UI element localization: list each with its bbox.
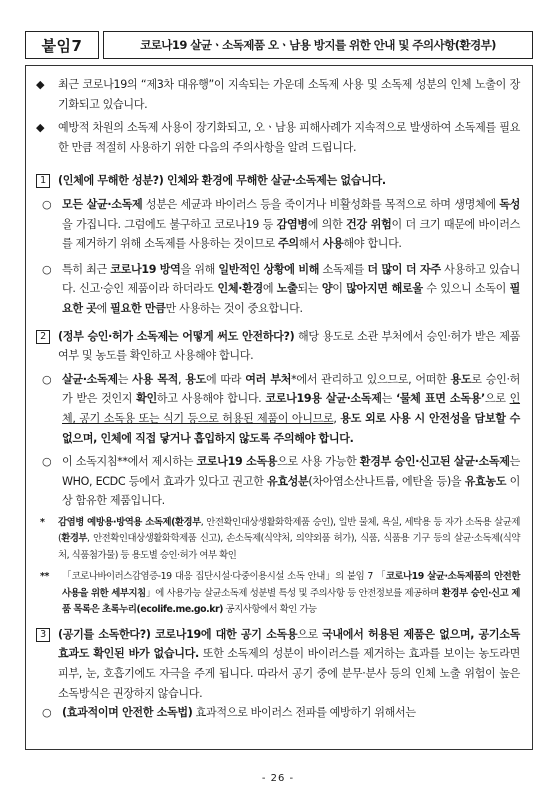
section-1-heading xyxy=(36,171,520,191)
section-3-heading xyxy=(36,625,520,703)
circle-bullet-icon: ○ xyxy=(42,706,52,720)
text-span: (공기를 소독한다?) xyxy=(58,627,151,641)
text-span: 또한 소독제의 성분이 바이러스를 제거하는 효과를 보이는 농도라면 피부, 눈, 호흡기에도 자극을 주게 됩니다. 따라서 공기 중에 분무·분사 등의 인체 노출 위험이 높은 소독방식은 권장하지 않습니다. xyxy=(58,647,520,700)
text-span: 는 WHO, ECDC 등에서 효과가 있다고 권고한 xyxy=(62,455,520,488)
text-span: 많아지면 해로울 xyxy=(346,282,423,296)
text-span: 이 xyxy=(332,282,347,296)
diamond-bullet-icon: ◆ xyxy=(36,78,45,91)
text-span: 더 많이 더 자주 xyxy=(367,262,441,276)
text-span: 수 있으니 소독이 xyxy=(422,282,510,296)
text-span: 코로나19 소독용 xyxy=(196,455,278,469)
document-body xyxy=(36,75,520,723)
section-1-item-2-text xyxy=(62,260,520,319)
text-span: 모든 살균·소독제 xyxy=(62,197,143,211)
text-span: 사용 xyxy=(322,237,344,251)
text-span: 환경부 승인·신고된 살균·소독제 xyxy=(359,455,510,469)
footnote-1 xyxy=(36,515,520,565)
section-3-item-1-text xyxy=(62,703,520,723)
text-span: , xyxy=(333,411,341,425)
section-2-item-1 xyxy=(36,370,520,448)
text-span: (효과적이며 안전한 소독법) xyxy=(62,706,193,720)
text-span: 유효성분 xyxy=(266,474,309,488)
text-span: 되는 xyxy=(297,282,322,296)
text-span: 용도 xyxy=(450,372,472,386)
text-span: 노출 xyxy=(276,282,298,296)
text-span: 에 xyxy=(262,282,277,296)
section-2-answer: 해당 용도로 소관 부처에서 승인·허가 받은 제품 여부 및 농도를 확인하고 사용해야 합니다. xyxy=(58,329,520,363)
section-number-box: 2 xyxy=(36,330,50,344)
section-2-title xyxy=(58,327,520,366)
text-span: 국내에서 허용된 제품은 없으며, 공기소독 효과도 확인된 바가 없습니다. xyxy=(58,627,520,661)
text-span: 으로 xyxy=(484,392,510,406)
text-span: 환경부 xyxy=(61,533,88,545)
intro-text-1: 최근 코로나19의 “제3차 대유행”이 지속되는 가운데 소독제 사용 및 소독제 성분의 인체 노출이 장기화되고 있습니다. xyxy=(58,78,520,111)
text-span: 건강 위험 xyxy=(346,217,392,231)
text-span: 사용 목적 xyxy=(132,372,179,386)
text-span: 소독제를 xyxy=(319,262,368,276)
section-2-question: (정부 승인·허가 소독제는 어떻게 써도 안전하다?) xyxy=(58,329,295,343)
text-span: 해야 합니다. xyxy=(343,237,402,251)
text-span: 으로 사용 가능한 xyxy=(277,455,360,469)
text-span: , 안전확인대상생활화학제품 승인), 일반 물체, 욕실, 세탁용 등 자가 소독용 살균제( xyxy=(58,516,520,545)
page-number: - 26 - xyxy=(261,773,295,784)
text-span: 이상 함유한 제품입니다. xyxy=(62,474,520,508)
section-2-item-2 xyxy=(36,452,520,511)
text-span: (차아염소산나트륨, 에탄올 등)을 xyxy=(308,474,465,488)
section-1-question: (인체에 무해한 성분?) xyxy=(58,174,164,188)
text-span: 필요한 만큼 xyxy=(110,301,166,315)
text-span: 필요한 곳 xyxy=(62,282,521,315)
text-span: 는 xyxy=(117,372,133,386)
text-span: 이 소독지침**에서 제시하는 xyxy=(62,455,197,469)
text-span: 에 의한 xyxy=(307,217,347,231)
footnote-2-text xyxy=(62,569,520,619)
section-1-answer: 인체와 환경에 무해한 살균·소독제는 없습니다. xyxy=(163,174,386,188)
text-span: 인체·환경 xyxy=(217,282,263,296)
section-3-item-1 xyxy=(36,703,520,723)
text-span: 로 승인·허가 받은 것인지 xyxy=(62,372,520,406)
text-span: 인체, 공기 소독용 또는 식기 등으로 허용된 제품이 아니므로 xyxy=(62,392,521,425)
text-span: 」에 사용가능 살균소독제 성분별 특성 및 주의사항 등 안전정보를 제공하며 xyxy=(145,587,442,599)
section-1-item-1-text xyxy=(62,195,520,254)
text-span: 코로나19용 살균·소독제 xyxy=(265,392,382,406)
text-span: 을 가집니다. 그럼에도 불구하고 코로나19 등 xyxy=(62,217,277,231)
attachment-label: 붙임7 xyxy=(25,31,99,59)
text-span: , xyxy=(178,372,186,386)
text-span: 을 위해 xyxy=(180,262,219,276)
text-span: ‘물체 표면 소독용’ xyxy=(395,392,485,406)
text-span: 용도 외로 사용 시 안전성을 담보할 수 없으며, 인체에 직접 닿거나 흡입하지 않도록 주의해야 합니다. xyxy=(62,411,520,445)
text-span: 특히 최근 xyxy=(62,262,111,276)
circle-bullet-icon: ○ xyxy=(42,455,52,469)
section-2-heading xyxy=(36,327,520,366)
text-span: 는 xyxy=(381,392,396,406)
section-2-item-1-text xyxy=(62,370,520,448)
text-span: 주의 xyxy=(278,237,299,251)
text-span: 코로나19에 대한 xyxy=(150,627,241,641)
intro-text-2: 예방적 차원의 소독제 사용이 장기화되고, 오ㆍ남용 피해사례가 지속적으로 발생하여 소독제를 필요한 만큼 적절히 사용하기 위한 다음의 주의사항을 알려 드립니다. xyxy=(58,121,520,154)
text-span: 독성 xyxy=(499,197,520,211)
text-span: 용도 xyxy=(185,372,206,386)
text-span: 여러 부처 xyxy=(245,372,292,386)
text-span: 성분은 세균과 바이러스 등을 죽이거나 비활성화를 목적으로 하며 생명체에 xyxy=(142,197,500,211)
circle-bullet-icon: ○ xyxy=(42,197,52,211)
text-span: *에서 관리하고 있으므로, 어떠한 xyxy=(291,372,451,386)
text-span: 하고 사용해야 합니다. xyxy=(156,392,266,406)
text-span: 코로나19 방역 xyxy=(110,262,181,276)
section-1-item-2 xyxy=(36,260,520,319)
text-span: 살균·소독제 xyxy=(62,372,118,386)
text-span: 확인 xyxy=(136,392,157,406)
text-span: 이 더 크기 때문에 바이러스를 제거하기 위해 소독제를 사용하는 것이므로 xyxy=(62,217,521,251)
text-span: 양 xyxy=(321,282,333,296)
text-span: 에 따라 xyxy=(206,372,246,386)
footnote-marker: * xyxy=(40,516,45,528)
intro-paragraph-1 xyxy=(36,75,520,114)
text-span: 코로나19 살균·소독제품의 안전한 사용을 위한 세부지침 xyxy=(62,571,520,599)
footnote-2 xyxy=(36,569,520,619)
circle-bullet-icon: ○ xyxy=(42,262,52,276)
text-span: 「코로나바이러스감염증-19 대응 집단시설·다중이용시설 소독 안내」의 붙임 7 「 xyxy=(62,571,386,583)
section-1-item-1 xyxy=(36,195,520,254)
text-span: 일반적인 상황에 비해 xyxy=(218,262,320,276)
section-1-title xyxy=(58,171,520,191)
text-span: , 안전확인대상생활화학제품 신고), 손소독제(식약처, 의약외품 허가), 식품, 식품용 기구 등의 살균·소독제(식약처, 식품첨가물) 등 용도별 승인·허가 여부 확인 xyxy=(58,533,520,561)
section-2-item-2-text xyxy=(62,452,520,511)
footnote-1-text xyxy=(58,515,520,565)
text-span: 유효농도 xyxy=(464,474,507,488)
text-span: 감염병 xyxy=(276,217,308,231)
header xyxy=(25,31,533,59)
text-span: 만 사용하는 것이 중요합니다. xyxy=(165,301,303,315)
text-span: 사용하고 있습니다. 신고·승인 제품이라 하더라도 xyxy=(62,262,521,296)
text-span: 감염병 예방용·방역용 소독제(환경부 xyxy=(58,516,201,528)
text-span: 효과적으로 바이러스 전파를 예방하기 위해서는 xyxy=(192,706,416,720)
text-span: 에 xyxy=(96,301,111,315)
text-span: 으로 xyxy=(297,627,323,641)
circle-bullet-icon: ○ xyxy=(42,372,52,386)
section-3-text xyxy=(58,625,520,703)
diamond-bullet-icon: ◆ xyxy=(36,121,45,135)
section-number-box: 1 xyxy=(36,174,50,188)
intro-paragraph-2 xyxy=(36,118,520,157)
text-span: 공기 소독용 xyxy=(240,627,298,641)
footnote-marker: ** xyxy=(40,571,49,583)
text-span: 환경부 승인·신고 제품 목록은 초록누리(ecolife.me.go.kr) xyxy=(62,587,520,616)
page-title: 코로나19 살균ㆍ소독제품 오ㆍ남용 방지를 위한 안내 및 주의사항(환경부) xyxy=(103,31,533,59)
section-number-box: 3 xyxy=(36,628,50,642)
text-span: 공지사항에서 확인 가능 xyxy=(223,604,317,616)
text-span: 해서 xyxy=(298,237,323,251)
